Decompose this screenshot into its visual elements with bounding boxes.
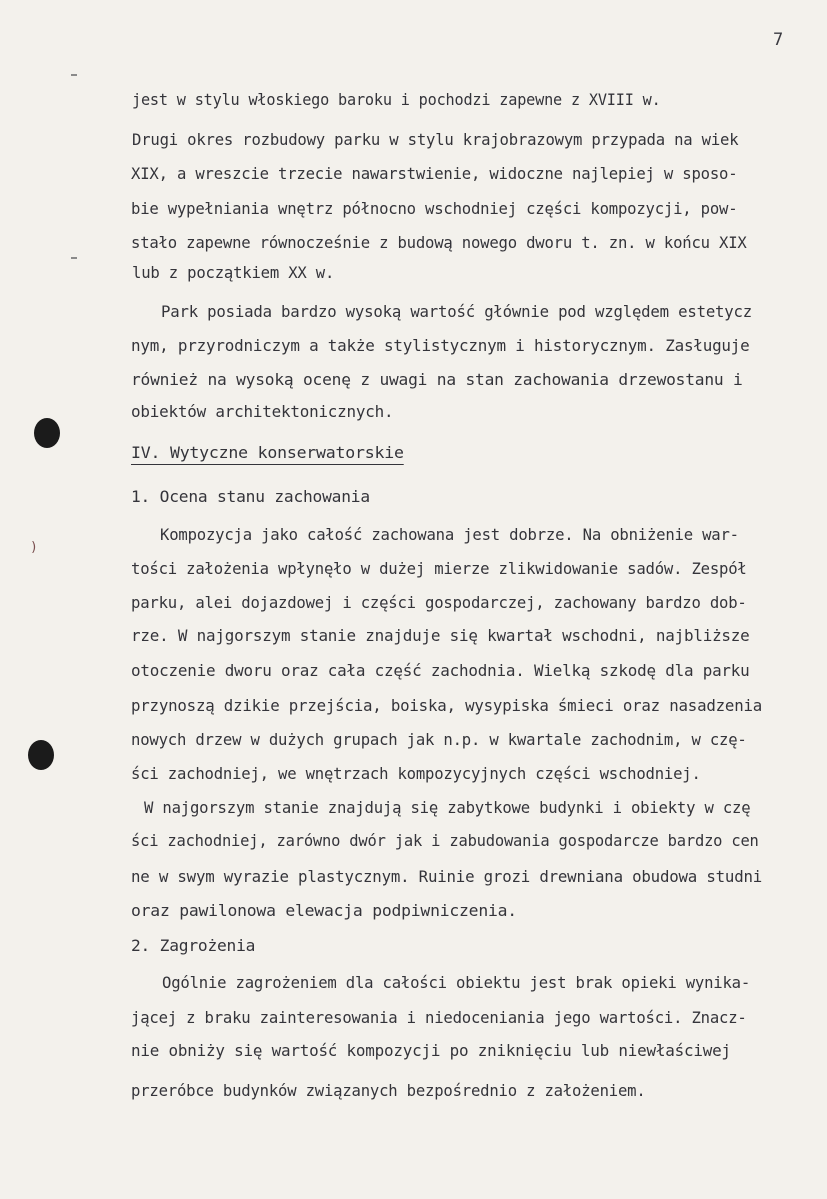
text-line: ści zachodniej, we wnętrzach kompozycyjnych części wschodniej. [131,765,701,783]
text-line: nie obniży się wartość kompozycji po zniknięciu lub niewłaściwej [131,1042,731,1060]
text-line: W najgorszym stanie znajdują się zabytkowe budynki i obiekty w czę [144,799,751,817]
section-heading: IV. Wytyczne konserwatorskie [131,444,404,462]
text-line: ne w swym wyrazie plastycznym. Ruinie grozi drewniana obudowa studni [131,868,763,886]
text-line: nym, przyrodniczym a także stylistycznym i historycznym. Zasługuje [131,337,750,355]
text-line: oraz pawilonowa elewacja podpiwniczenia. [131,902,517,920]
subsection-heading: 2. Zagrożenia [131,937,256,955]
text-line: jącej z braku zainteresowania i niedoceniania jego wartości. Znacz- [131,1009,747,1027]
text-line: bie wypełniania wnętrz północno wschodniej części kompozycji, pow- [131,200,738,218]
page-number: 7 [773,30,784,50]
text-line: parku, alei dojazdowej i części gospodarczej, zachowany bardzo dob- [131,594,747,612]
text-line: stało zapewne równocześnie z budową nowego dworu t. zn. w końcu XIX [131,234,747,252]
text-line: lub z początkiem XX w. [132,264,335,282]
text-line: nowych drzew w dużych grupach jak n.p. w kwartale zachodnim, w czę- [131,731,747,749]
pen-mark: ) [30,540,38,555]
text-line: przynoszą dzikie przejścia, boiska, wysypiska śmieci oraz nasadzenia [131,697,763,715]
margin-mark [71,74,77,76]
text-line: XIX, a wreszcie trzecie nawarstwienie, widoczne najlepiej w sposo- [131,165,738,183]
text-line: również na wysoką ocenę z uwagi na stan zachowania drzewostanu i [131,371,743,389]
margin-mark [71,257,77,259]
punch-hole-top [34,418,60,448]
text-line: przeróbce budynków związanych bezpośrednio z założeniem. [131,1082,646,1100]
punch-hole-bottom [28,740,54,770]
text-line: otoczenie dworu oraz cała część zachodnia. Wielką szkodę dla parku [131,662,750,680]
text-line: ści zachodniej, zarówno dwór jak i zabudowania gospodarcze bardzo cen [131,832,759,850]
text-line: Kompozycja jako całość zachowana jest dobrze. Na obniżenie war- [160,526,739,544]
text-line: obiektów architektonicznych. [131,403,394,421]
text-line: Park posiada bardzo wysoką wartość głównie pod względem estetycz [161,303,752,321]
text-line: rze. W najgorszym stanie znajduje się kwartał wschodni, najbliższe [131,627,750,645]
text-line: Ogólnie zagrożeniem dla całości obiektu jest brak opieki wynika- [162,974,751,992]
text-line: tości założenia wpłynęło w dużej mierze zlikwidowanie sadów. Zespół [131,560,747,578]
text-line: jest w stylu włoskiego baroku i pochodzi zapewne z XVIII w. [132,91,661,109]
subsection-heading: 1. Ocena stanu zachowania [131,488,370,506]
text-line: Drugi okres rozbudowy parku w stylu krajobrazowym przypada na wiek [132,131,739,149]
